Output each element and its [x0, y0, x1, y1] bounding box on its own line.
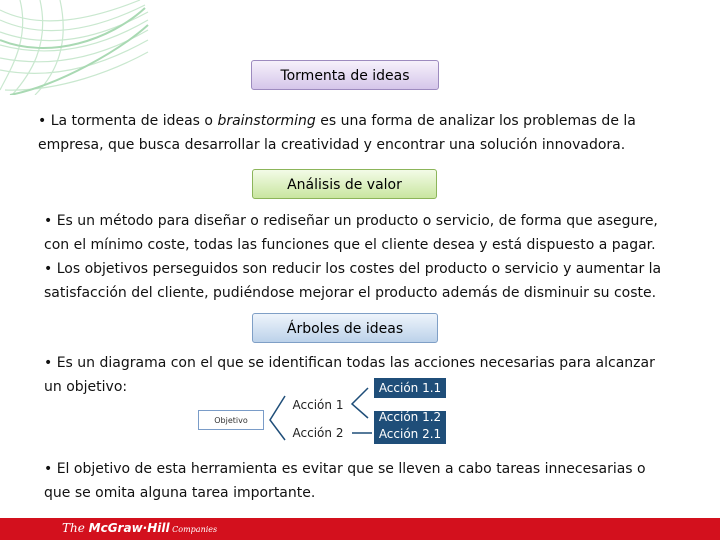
logo-the: The	[62, 521, 89, 535]
text-segment: es una forma de analizar los problemas de la	[315, 113, 636, 129]
paragraph-line: satisfacción del cliente, pudiéndose mejorar el producto además de disminuir su coste.	[44, 285, 657, 301]
paragraph-line: que se omita alguna tarea importante.	[44, 485, 316, 501]
paragraph-line: • Es un diagrama con el que se identifican todas las acciones necesarias para alcanzar	[44, 355, 655, 371]
decorative-swirl-graphic	[0, 0, 150, 95]
tree-node-action-1: Acción 1	[292, 398, 344, 412]
paragraph-line: • Es un método para diseñar o rediseñar un producto o servicio, de forma que asegure,	[44, 213, 658, 229]
text-segment: • La tormenta de ideas o	[38, 113, 218, 129]
tree-node-action-2-1: Acción 2.1	[374, 424, 446, 444]
tree-node-action-1-2: Acción 1.2	[374, 411, 446, 424]
paragraph-brainstorming	[38, 109, 636, 157]
tree-node-action-1-1: Acción 1.1	[374, 378, 446, 398]
section-title-brainstorming: Tormenta de ideas	[251, 60, 439, 90]
paragraph-line	[38, 109, 636, 133]
paragraph-line: • El objetivo de esta herramienta es evitar que se lleven a cabo tareas innecesarias o	[44, 461, 646, 477]
logo-name: McGraw·Hill	[88, 521, 170, 535]
paragraph-idea-trees-goal	[44, 457, 646, 505]
paragraph-line: empresa, que busca desarrollar la creatividad y encontrar una solución innovadora.	[38, 137, 626, 153]
section-title-idea-trees: Árboles de ideas	[252, 313, 438, 343]
paragraph-line: • Los objetivos perseguidos son reducir los costes del producto o servicio y aumentar la	[44, 261, 662, 277]
publisher-logo	[62, 521, 217, 535]
tree-node-objective: Objetivo	[198, 410, 264, 430]
logo-companies: Companies	[169, 525, 218, 534]
paragraph-line: un objetivo:	[44, 379, 128, 395]
tree-node-action-2: Acción 2	[292, 426, 344, 440]
footer-bar	[0, 518, 720, 540]
section-title-value-analysis: Análisis de valor	[252, 169, 437, 199]
paragraph-value-analysis	[44, 209, 661, 305]
emphasis-brainstorming: brainstorming	[217, 113, 316, 129]
paragraph-line: con el mínimo coste, todas las funciones que el cliente desea y está dispuesto a pagar.	[44, 237, 656, 253]
